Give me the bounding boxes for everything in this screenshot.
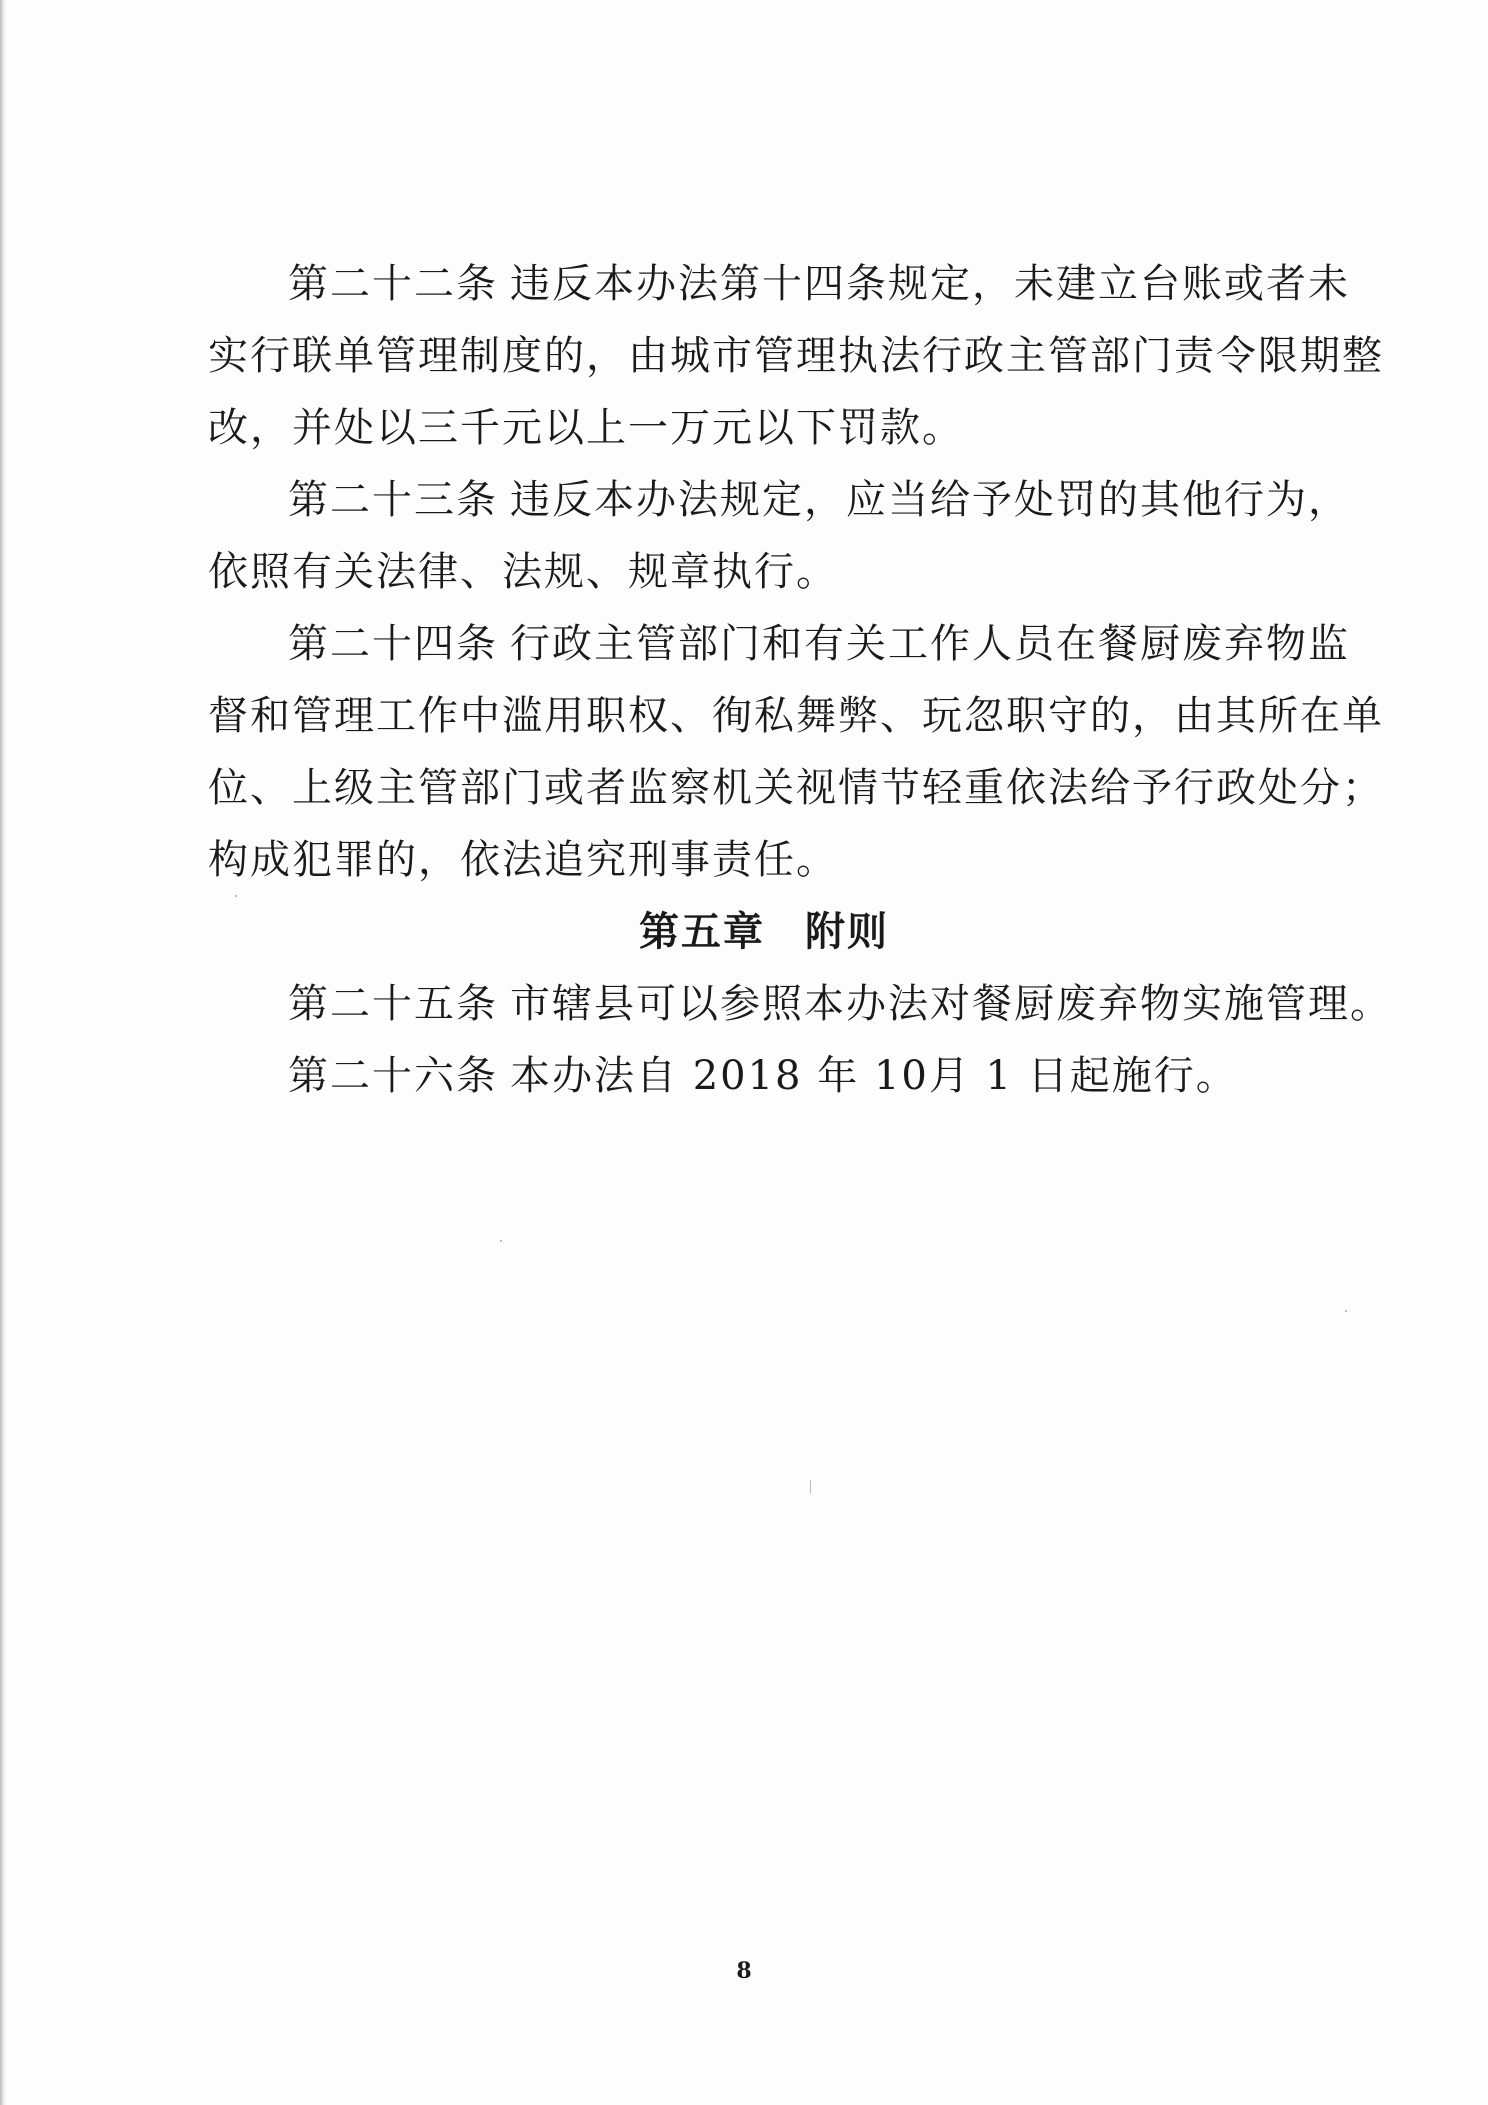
article-text: 违反本办法第十四条规定，未建立台账或者未 [510,261,1350,307]
scan-speck [500,1240,502,1242]
article-26 [208,1040,1320,1112]
article-22-line-2: 实行联单管理制度的，由城市管理执法行政主管部门责令限期整 [208,333,1384,379]
article-number: 第二十四条 [288,621,498,667]
article-24-line-2: 督和管理工作中滥用职权、徇私舞弊、玩忽职守的，由其所在单 [208,693,1384,739]
chapter-number: 第五章 [639,909,765,955]
article-24-line-3: 位、上级主管部门或者监察机关视情节轻重依法给予行政处分； [208,765,1384,811]
article-number: 第二十六条 [288,1053,498,1099]
article-23-line-1 [208,464,1350,536]
article-24-line-1 [208,608,1350,680]
article-text: 行政主管部门和有关工作人员在餐厨废弃物监 [510,621,1350,667]
scan-speck [235,895,237,897]
page-number: 8 [736,1958,752,1984]
chapter-heading [208,896,1320,968]
chapter-title: 附则 [805,909,889,955]
article-text: 本办法自 2018 年 10月 1 日起施行。 [510,1053,1238,1099]
article-number: 第二十五条 [288,981,498,1027]
article-number: 第二十二条 [288,261,498,307]
article-25 [208,968,1392,1040]
article-text: 违反本办法规定，应当给予处罚的其他行为， [510,477,1350,523]
scan-speck [810,1480,811,1494]
article-number: 第二十三条 [288,477,498,523]
article-22-line-3: 改，并处以三千元以上一万元以下罚款。 [208,405,964,451]
article-text: 市辖县可以参照本办法对餐厨废弃物实施管理。 [510,981,1392,1027]
scan-speck [1345,1310,1347,1312]
scan-edge-shadow [0,0,6,2105]
article-24-line-4: 构成犯罪的，依法追究刑事责任。 [208,837,838,883]
document-body [208,248,1392,1112]
article-22-line-1 [208,248,1350,320]
article-23-line-2: 依照有关法律、法规、规章执行。 [208,549,838,595]
